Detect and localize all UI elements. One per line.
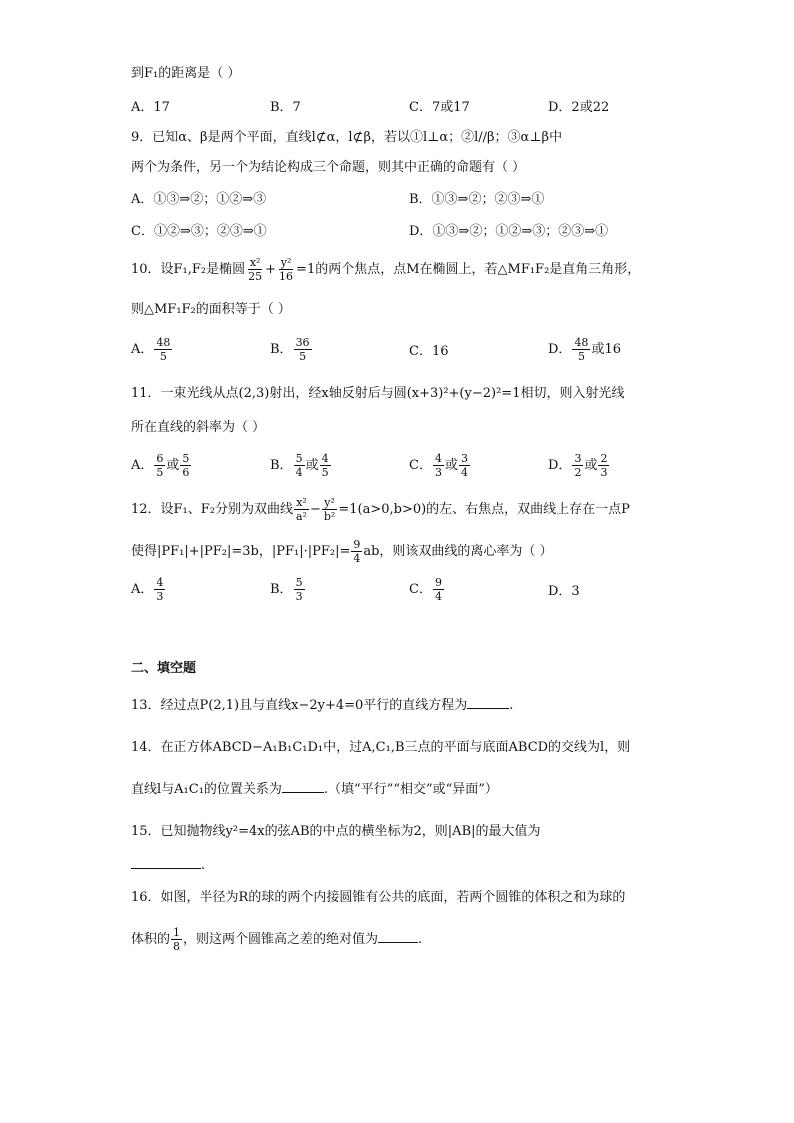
- q15-period: .: [201, 858, 206, 873]
- q10-plus: +: [265, 262, 277, 277]
- q11-c-n1: 4: [434, 452, 442, 465]
- q13-period: .: [509, 698, 514, 713]
- q11-d-or: 或: [584, 458, 598, 473]
- q14-stem-line2: [131, 780, 498, 800]
- q11-option-c: [409, 452, 471, 479]
- q11-b-n2: 4: [321, 452, 329, 465]
- q12-option-b-frac: [294, 576, 305, 603]
- q9-stem-line2: 两个为条件，另一个为结论构成三个命题，则其中正确的命题有（ ）: [131, 160, 526, 175]
- q16-stem-line2: [131, 926, 422, 953]
- q10-suffix: =1的两个焦点，点M在椭圆上，若△MF₁F₂是直角三角形，: [296, 262, 641, 277]
- q12-suffix: =1(a>0,b>0)的左、右焦点，双曲线上存在一点P: [338, 502, 630, 517]
- q10-option-a-num: 48: [156, 336, 171, 349]
- q10-option-a-label: A．: [131, 342, 154, 357]
- q13-answer-blank[interactable]: [467, 696, 509, 709]
- q16-line2-prefix: 体积的: [131, 932, 171, 947]
- q12-frac3-den: 4: [353, 552, 361, 565]
- q12-option-c-frac: [433, 576, 444, 603]
- q11-stem-line2: 所在直线的斜率为（ ）: [131, 420, 266, 435]
- q10-option-d-frac: [572, 336, 590, 363]
- q10-frac2-den: 16: [279, 270, 294, 283]
- q11-option-a: [131, 452, 192, 479]
- q11-c-d2: 4: [460, 466, 468, 479]
- q11-b-d1: 4: [295, 466, 303, 479]
- section-heading-fill-in: 二、填空题: [131, 661, 197, 676]
- q10-prefix: 10．设F₁,F₂是椭圆: [131, 262, 246, 277]
- q10-option-b: [270, 336, 313, 363]
- q10-option-b-num: 36: [295, 336, 310, 349]
- q9-option-a: A．①③⇒②；①②⇒③: [131, 192, 267, 207]
- q10-option-d-num: 48: [574, 336, 589, 349]
- q11-option-a-frac2: [180, 452, 191, 479]
- q11-c-d1: 3: [434, 466, 442, 479]
- q15-stem-line2: [131, 856, 205, 876]
- q14-answer-blank[interactable]: [282, 780, 324, 793]
- q12-a-den: 3: [156, 590, 164, 603]
- q11-d-n1: 3: [574, 452, 582, 465]
- q10-option-b-label: B．: [270, 342, 293, 357]
- q15-answer-blank[interactable]: [131, 856, 201, 869]
- q10-option-d-den: 5: [577, 350, 585, 363]
- q12-stem-line1: [131, 496, 630, 523]
- q10-option-d: [548, 336, 621, 363]
- q11-option-d-frac1: [572, 452, 583, 479]
- q12-option-b-label: B．: [270, 582, 293, 597]
- q10-stem-line2: 则△MF₁F₂的面积等于（ ）: [131, 302, 291, 317]
- q11-option-a-frac1: [154, 452, 165, 479]
- q16-period: .: [418, 932, 423, 947]
- q12-stem-line2: [131, 538, 553, 565]
- q14-line2-suffix: .（填“平行”“相交”或“异面”）: [323, 782, 498, 797]
- q12-c-den: 4: [434, 590, 442, 603]
- q11-stem-line1: 11．一束光线从点(2,3)射出，经x轴反射后与圆(x+3)²+(y−2)²=1相切，则入射光线: [131, 386, 625, 401]
- q11-d-d1: 2: [574, 466, 582, 479]
- q16-fraction-1-8: [171, 926, 182, 953]
- q9-option-c: C．①②⇒③；②③⇒①: [131, 224, 267, 239]
- q11-option-b-label: B．: [270, 458, 293, 473]
- q8-option-a: A．17: [131, 100, 170, 115]
- q11-option-d-label: D．: [548, 458, 572, 473]
- q10-option-b-den: 5: [299, 350, 307, 363]
- q10-option-d-tail: 或16: [591, 342, 621, 357]
- q12-c-num: 9: [434, 576, 442, 589]
- q10-option-a-frac: [154, 336, 172, 363]
- q8-option-b: B．7: [270, 100, 301, 115]
- q12-fraction-9-4: [351, 538, 362, 565]
- q12-frac1-num: x²: [296, 496, 307, 509]
- q12-b-den: 3: [295, 590, 303, 603]
- q15-stem-line1: 15．已知抛物线y²=4x的弦AB的中点的横坐标为2，则|AB|的最大值为: [131, 824, 541, 839]
- q11-option-d-frac2: [598, 452, 609, 479]
- q10-option-c: C．16: [409, 344, 449, 359]
- q14-line2-prefix: 直线l与A₁C₁的位置关系为: [131, 782, 282, 797]
- q11-option-d: [548, 452, 610, 479]
- q12-option-c: [409, 576, 445, 603]
- q10-fraction-y: [277, 256, 295, 283]
- q11-a-d1: 5: [156, 466, 164, 479]
- q11-d-d2: 3: [600, 466, 608, 479]
- q16-line2-suffix: ，则这两个圆锥高之差的绝对值为: [183, 932, 379, 947]
- q11-option-c-label: C．: [409, 458, 432, 473]
- q12-option-b: [270, 576, 306, 603]
- q10-fraction-x: [246, 256, 264, 283]
- q11-a-d2: 6: [182, 466, 190, 479]
- q9-option-b: B．①③⇒②；②③⇒①: [409, 192, 545, 207]
- q11-c-or: 或: [444, 458, 458, 473]
- q12-option-c-label: C．: [409, 582, 432, 597]
- q11-option-b-frac1: [294, 452, 305, 479]
- q12-option-a: [131, 576, 166, 603]
- q12-frac2-den: b²: [323, 510, 336, 523]
- q12-frac2-num: y²: [324, 496, 335, 509]
- q12-option-a-frac: [154, 576, 165, 603]
- q11-b-n1: 5: [295, 452, 303, 465]
- q11-a-n2: 5: [182, 452, 190, 465]
- q11-b-d2: 5: [321, 466, 329, 479]
- q10-frac1-den: 25: [248, 270, 263, 283]
- q12-b-num: 5: [295, 576, 303, 589]
- q9-option-d: D．①③⇒②；①②⇒③；②③⇒①: [409, 224, 609, 239]
- q14-stem-line1: 14．在正方体ABCD−A₁B₁C₁D₁中，过A,C₁,B三点的平面与底面ABCD的交线为l，则: [131, 740, 631, 755]
- q9-stem-line1: 9．已知α、β是两个平面，直线l⊄α，l⊄β，若以①l⊥α；②l//β；③α⊥β中: [131, 130, 563, 145]
- q12-a-num: 4: [156, 576, 164, 589]
- q10-option-d-label: D．: [548, 342, 572, 357]
- q8-continuation: 到F₁的距离是（ ）: [131, 66, 241, 81]
- q10-option-a-den: 5: [159, 350, 167, 363]
- q10-stem-line1: [131, 256, 640, 283]
- q13-text: 13．经过点P(2,1)且与直线x−2y+4=0平行的直线方程为: [131, 698, 468, 713]
- q12-prefix: 12．设F₁、F₂分别为双曲线: [131, 502, 294, 517]
- q12-frac3-num: 9: [353, 538, 361, 551]
- q12-fraction-y: [322, 496, 337, 523]
- q13-stem: [131, 696, 513, 716]
- q8-option-c: C．7或17: [409, 100, 470, 115]
- q16-stem-line1: 16．如图，半径为R的球的两个内接圆锥有公共的底面，若两个圆锥的体积之和为球的: [131, 890, 626, 905]
- q11-c-n2: 3: [460, 452, 468, 465]
- q16-answer-blank[interactable]: [378, 930, 418, 943]
- q10-option-a: [131, 336, 173, 363]
- q12-option-d: D．3: [548, 584, 580, 599]
- q11-b-or: 或: [305, 458, 319, 473]
- q10-frac2-num: y²: [280, 256, 292, 269]
- q11-option-a-label: A．: [131, 458, 154, 473]
- q16-frac-num: 1: [173, 926, 181, 939]
- q11-option-c-frac1: [433, 452, 444, 479]
- q12-minus: −: [309, 502, 321, 517]
- q12-line2-suffix: ab，则该双曲线的离心率为（ ）: [363, 544, 553, 559]
- q11-d-n2: 2: [600, 452, 608, 465]
- q12-fraction-x: [294, 496, 309, 523]
- q10-option-b-frac: [294, 336, 312, 363]
- q11-option-b: [270, 452, 332, 479]
- q11-option-c-frac2: [459, 452, 470, 479]
- q12-option-a-label: A．: [131, 582, 154, 597]
- q11-a-n1: 6: [156, 452, 164, 465]
- q11-a-or: 或: [166, 458, 180, 473]
- q10-frac1-num: x²: [249, 256, 261, 269]
- q12-line2-prefix: 使得|PF₁|+|PF₂|=3b，|PF₁|·|PF₂|=: [131, 544, 351, 559]
- q8-option-d: D．2或22: [548, 100, 610, 115]
- q12-frac1-den: a²: [296, 510, 307, 523]
- q11-option-b-frac2: [320, 452, 331, 479]
- q16-frac-den: 8: [173, 940, 181, 953]
